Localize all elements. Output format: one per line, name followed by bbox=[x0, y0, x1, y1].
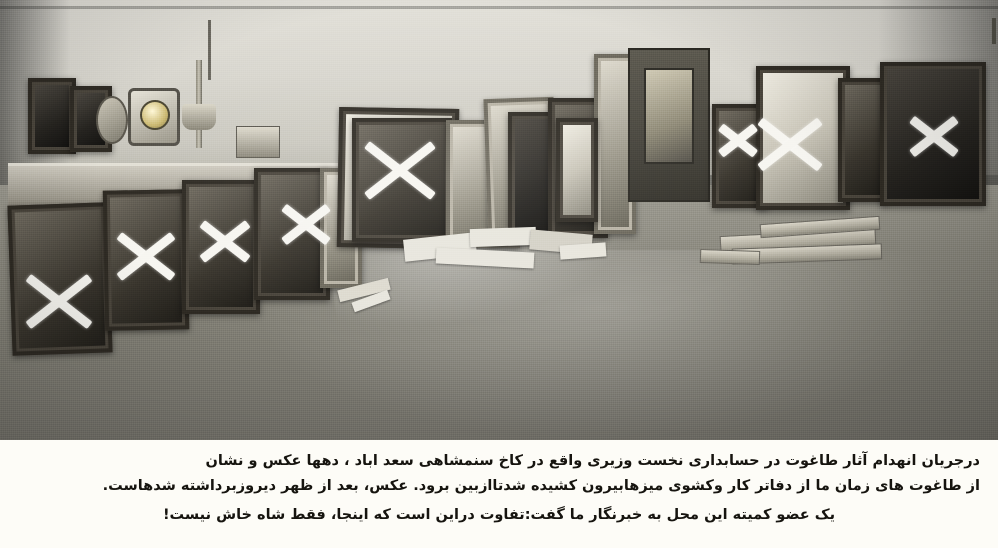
photo-caption bbox=[0, 440, 998, 548]
caption-line-2: از طاغوت های زمان ما از دفاتر کار وکشوی میزهابیرون کشیده شدتاازبین برود. عکس، بعد از ظهر دیروزبرداشته شدهاست. bbox=[102, 478, 980, 495]
page-edge-mark bbox=[992, 18, 996, 44]
caption-line-1: درجریان انهدام آثار طاغوت در حسابداری نخست وزیری واقع در کاخ سنمشاهی سعد اباد ، دهها عکس و نشان bbox=[205, 453, 980, 469]
caption-line-3: یک عضو کمیته این محل به خبرنگار ما گفت:تفاوت دراین است که اینجا، فقط شاه خاش نیست! bbox=[162, 506, 836, 523]
